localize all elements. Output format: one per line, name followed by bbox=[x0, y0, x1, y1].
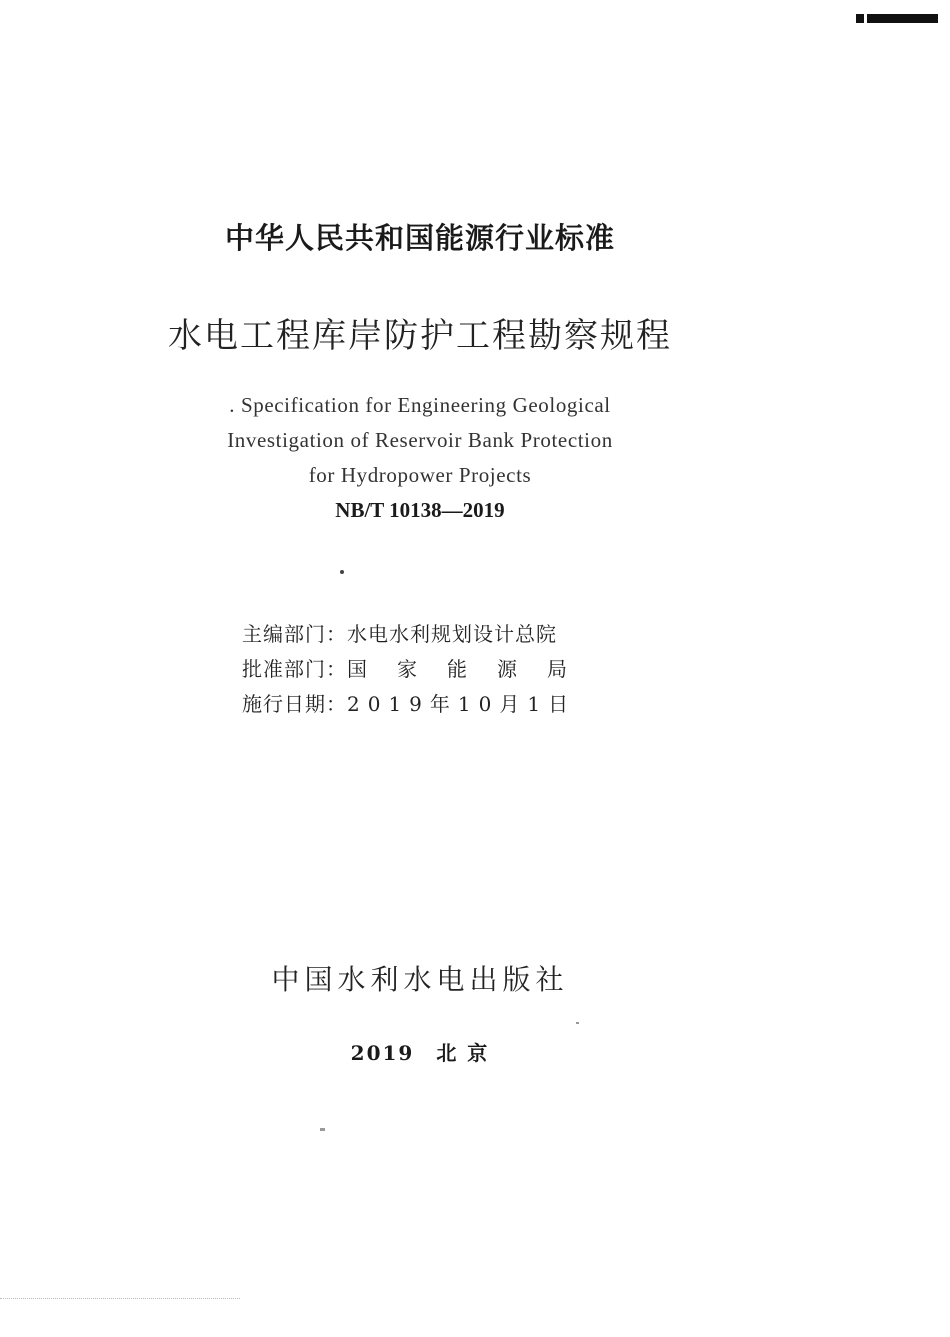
publisher-name: 中国水利水电出版社 bbox=[271, 963, 569, 996]
english-title-line-2: Investigation of Reservoir Bank Protection bbox=[227, 428, 613, 452]
scan-edge-line bbox=[0, 1298, 240, 1300]
scan-corner-mark bbox=[856, 14, 938, 23]
publish-place bbox=[0, 1037, 840, 1066]
scan-speck bbox=[576, 1022, 579, 1024]
approver-label: 批准部门： bbox=[242, 657, 347, 681]
editor-line bbox=[242, 618, 557, 647]
scan-speck bbox=[320, 1128, 325, 1131]
date-value: 2019年10月1日 bbox=[347, 692, 577, 716]
date-label: 施行日期： bbox=[242, 692, 347, 716]
english-title-line-3: for Hydropower Projects bbox=[308, 463, 532, 487]
editor-label: 主编部门： bbox=[242, 622, 347, 646]
approver-value: 国家能源局 bbox=[347, 657, 597, 681]
series-title: 中华人民共和国能源行业标准 bbox=[224, 221, 615, 255]
english-title-line-1: . Specification for Engineering Geological bbox=[229, 393, 611, 417]
standard-number: NB/T 10138—2019 bbox=[335, 498, 505, 522]
editor-value: 水电水利规划设计总院 bbox=[347, 622, 557, 646]
publish-city: 北 京 bbox=[436, 1041, 490, 1065]
chinese-title: 水电工程库岸防护工程勘察规程 bbox=[168, 316, 672, 356]
scan-dot bbox=[340, 570, 344, 574]
date-line bbox=[242, 688, 576, 717]
publish-year: 2019 bbox=[350, 1041, 415, 1065]
approver-line bbox=[242, 653, 597, 682]
